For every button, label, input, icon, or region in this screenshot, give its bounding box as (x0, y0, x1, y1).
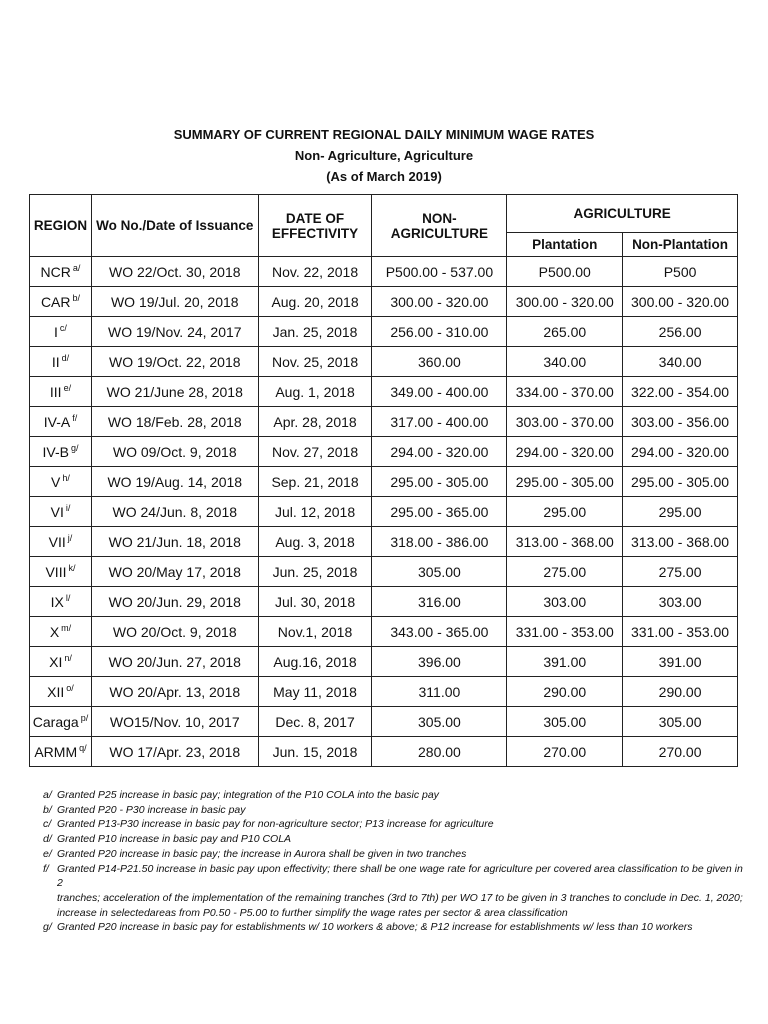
footnotes (43, 788, 743, 935)
non-agriculture-cell: 311.00 (372, 677, 507, 707)
footnote-mark: p/ (80, 712, 89, 723)
non-agriculture-cell: 396.00 (372, 647, 507, 677)
date-cell: Apr. 28, 2018 (258, 407, 372, 437)
non-plantation-cell: 303.00 - 356.00 (623, 407, 738, 437)
region-name: I (54, 323, 58, 340)
table-row (30, 377, 738, 407)
footnote (43, 862, 743, 921)
non-plantation-cell: 295.00 - 305.00 (623, 467, 738, 497)
footnote-mark: e/ (63, 382, 72, 393)
date-cell: May 11, 2018 (258, 677, 372, 707)
region-name: IV-B (42, 443, 69, 460)
plantation-cell: 265.00 (507, 317, 623, 347)
table-row (30, 317, 738, 347)
region-name: V (51, 473, 61, 490)
plantation-cell: 294.00 - 320.00 (507, 437, 623, 467)
footnote-text: Granted P20 increase in basic pay for establishments w/ 10 workers & above; & P12 increase for establishments w/ less than 10 workers (57, 921, 693, 934)
region-name: VII (48, 533, 66, 550)
header-nonag-line-2: AGRICULTURE (390, 225, 489, 241)
footnote-label: f/ (43, 862, 49, 875)
date-cell: Aug. 3, 2018 (258, 527, 372, 557)
document-title (0, 124, 768, 187)
footnote (43, 803, 743, 818)
plantation-cell: 270.00 (507, 737, 623, 767)
region-name: VIII (45, 563, 67, 580)
table-row (30, 647, 738, 677)
table-row (30, 497, 738, 527)
non-agriculture-cell: 256.00 - 310.00 (372, 317, 507, 347)
title-line-2: Non- Agriculture, Agriculture (294, 148, 474, 163)
non-agriculture-cell: 305.00 (372, 707, 507, 737)
region-name: CAR (40, 293, 71, 310)
footnote-text: increase in selectedareas from P0.50 - P5.00 to further simplify the wage rates per sector & area classification (57, 906, 568, 919)
table-row (30, 527, 738, 557)
footnote-mark: o/ (66, 682, 74, 693)
wo-cell: WO 17/Apr. 23, 2018 (91, 737, 258, 767)
footnote-mark: n/ (64, 652, 72, 663)
region-cell (30, 737, 92, 767)
non-plantation-cell: 313.00 - 368.00 (623, 527, 738, 557)
region-name: XI (49, 653, 63, 670)
date-cell: Jul. 30, 2018 (258, 587, 372, 617)
region-cell (30, 407, 92, 437)
non-agriculture-cell: 300.00 - 320.00 (372, 287, 507, 317)
table-row (30, 557, 738, 587)
date-cell: Aug. 1, 2018 (258, 377, 372, 407)
region-name: IV-A (43, 413, 71, 430)
footnote (43, 832, 743, 847)
region-cell (30, 287, 92, 317)
header-date-line-1: DATE OF (285, 210, 345, 226)
date-cell: Jul. 12, 2018 (258, 497, 372, 527)
footnote-mark: j/ (67, 532, 73, 543)
non-plantation-cell: 270.00 (623, 737, 738, 767)
region-name: XII (47, 683, 65, 700)
date-cell: Nov. 22, 2018 (258, 257, 372, 287)
footnote-text: Granted P20 - P30 increase in basic pay (57, 803, 246, 816)
region-name: ARMM (34, 743, 78, 760)
header-region: REGION (30, 195, 92, 257)
footnote (43, 817, 743, 832)
footnote-mark: g/ (70, 442, 79, 453)
footnote (43, 788, 743, 803)
region-cell (30, 257, 92, 287)
non-plantation-cell: 340.00 (623, 347, 738, 377)
region-cell (30, 527, 92, 557)
wo-cell: WO 20/Apr. 13, 2018 (91, 677, 258, 707)
wo-cell: WO 20/Jun. 27, 2018 (91, 647, 258, 677)
plantation-cell: 295.00 (507, 497, 623, 527)
non-plantation-cell: 322.00 - 354.00 (623, 377, 738, 407)
header-agriculture: AGRICULTURE (507, 195, 738, 233)
date-cell: Aug.16, 2018 (258, 647, 372, 677)
footnote-mark: m/ (61, 622, 72, 633)
header-wo-number: Wo No./Date of Issuance (91, 195, 258, 257)
non-plantation-cell: P500 (623, 257, 738, 287)
non-plantation-cell: 300.00 - 320.00 (623, 287, 738, 317)
non-plantation-cell: 305.00 (623, 707, 738, 737)
region-cell (30, 587, 92, 617)
wo-cell: WO 24/Jun. 8, 2018 (91, 497, 258, 527)
date-cell: Nov.1, 2018 (258, 617, 372, 647)
region-cell (30, 347, 92, 377)
plantation-cell: 305.00 (507, 707, 623, 737)
title-line-1: SUMMARY OF CURRENT REGIONAL DAILY MINIMUM WAGE RATES (173, 127, 595, 142)
footnote-mark: h/ (62, 472, 70, 483)
non-agriculture-cell: 318.00 - 386.00 (372, 527, 507, 557)
footnote-text: Granted P10 increase in basic pay and P10 COLA (57, 833, 292, 846)
non-agriculture-cell: 349.00 - 400.00 (372, 377, 507, 407)
footnote-mark: i/ (65, 502, 71, 513)
plantation-cell: 303.00 (507, 587, 623, 617)
table-row (30, 617, 738, 647)
table-row (30, 707, 738, 737)
wo-cell: WO 19/Aug. 14, 2018 (91, 467, 258, 497)
non-plantation-cell: 275.00 (623, 557, 738, 587)
date-cell: Sep. 21, 2018 (258, 467, 372, 497)
footnote-mark: b/ (72, 292, 81, 303)
footnote-label: g/ (43, 921, 52, 934)
wo-cell: WO 09/Oct. 9, 2018 (91, 437, 258, 467)
table-row (30, 257, 738, 287)
region-name: III (49, 383, 62, 400)
footnote-text: Granted P14-P21.50 increase in basic pay upon effectivity; there shall be one wage rate for agriculture per covered area classification to be given in 2 (57, 862, 743, 890)
date-cell: Dec. 8, 2017 (258, 707, 372, 737)
region-name: NCR (40, 263, 71, 280)
footnote (43, 920, 743, 935)
plantation-cell: 295.00 - 305.00 (507, 467, 623, 497)
non-plantation-cell: 331.00 - 353.00 (623, 617, 738, 647)
non-plantation-cell: 391.00 (623, 647, 738, 677)
wo-cell: WO 20/May 17, 2018 (91, 557, 258, 587)
region-cell (30, 677, 92, 707)
date-cell: Nov. 25, 2018 (258, 347, 372, 377)
non-agriculture-cell: 305.00 (372, 557, 507, 587)
wage-table (29, 194, 738, 767)
region-name: IX (50, 593, 64, 610)
wo-cell: WO 22/Oct. 30, 2018 (91, 257, 258, 287)
footnote-mark: a/ (72, 262, 81, 273)
footnote (43, 847, 743, 862)
plantation-cell: 391.00 (507, 647, 623, 677)
non-agriculture-cell: 360.00 (372, 347, 507, 377)
plantation-cell: 334.00 - 370.00 (507, 377, 623, 407)
region-cell (30, 617, 92, 647)
footnote-mark: f/ (72, 412, 78, 423)
table-row (30, 287, 738, 317)
footnote-label: b/ (43, 803, 52, 816)
date-cell: Nov. 27, 2018 (258, 437, 372, 467)
non-agriculture-cell: 280.00 (372, 737, 507, 767)
non-agriculture-cell: 317.00 - 400.00 (372, 407, 507, 437)
wo-cell: WO 19/Nov. 24, 2017 (91, 317, 258, 347)
region-cell (30, 377, 92, 407)
region-cell (30, 647, 92, 677)
region-cell (30, 437, 92, 467)
header-non-plantation: Non-Plantation (623, 233, 738, 257)
plantation-cell: 340.00 (507, 347, 623, 377)
footnote-text: Granted P13-P30 increase in basic pay for non-agriculture sector; P13 increase for agriculture (57, 818, 494, 831)
non-plantation-cell: 256.00 (623, 317, 738, 347)
table-row (30, 347, 738, 377)
table-row (30, 737, 738, 767)
wo-cell: WO 20/Oct. 9, 2018 (91, 617, 258, 647)
footnote-mark: c/ (59, 322, 67, 333)
header-date-effectivity (258, 195, 372, 257)
region-name: Caraga (32, 713, 79, 730)
wo-cell: WO 21/June 28, 2018 (91, 377, 258, 407)
header-non-agriculture (372, 195, 507, 257)
non-agriculture-cell: P500.00 - 537.00 (372, 257, 507, 287)
footnote-text: tranches; acceleration of the implementation of the remaining tranches (3rd to 7th) per WO 17 to be given in 3 tranches to conclude in Dec. 1, 2020; (57, 891, 743, 904)
header-date-line-2: EFFECTIVITY (271, 225, 359, 241)
wo-cell: WO 19/Jul. 20, 2018 (91, 287, 258, 317)
footnote-label: c/ (43, 818, 52, 831)
footnote-mark: q/ (79, 742, 87, 753)
footnote-text: Granted P25 increase in basic pay; integration of the P10 COLA into the basic pay (57, 789, 439, 801)
wo-cell: WO 21/Jun. 18, 2018 (91, 527, 258, 557)
region-name: VI (50, 503, 64, 520)
header-nonag-line-1: NON- (422, 210, 457, 226)
footnote-text: Granted P20 increase in basic pay; the increase in Aurora shall be given in two tranches (57, 847, 467, 860)
region-name: II (51, 353, 60, 370)
non-plantation-cell: 303.00 (623, 587, 738, 617)
non-plantation-cell: 295.00 (623, 497, 738, 527)
non-plantation-cell: 294.00 - 320.00 (623, 437, 738, 467)
wo-cell: WO 19/Oct. 22, 2018 (91, 347, 258, 377)
table-row (30, 437, 738, 467)
table-row (30, 407, 738, 437)
region-cell (30, 317, 92, 347)
non-agriculture-cell: 295.00 - 305.00 (372, 467, 507, 497)
footnote-mark: k/ (68, 562, 76, 573)
plantation-cell: 331.00 - 353.00 (507, 617, 623, 647)
plantation-cell: 290.00 (507, 677, 623, 707)
table-row (30, 677, 738, 707)
wage-table-body (30, 257, 738, 767)
date-cell: Jan. 25, 2018 (258, 317, 372, 347)
region-cell (30, 497, 92, 527)
footnote-mark: l/ (65, 592, 71, 603)
plantation-cell: 300.00 - 320.00 (507, 287, 623, 317)
region-name: X (49, 623, 60, 640)
footnote-mark: d/ (61, 352, 70, 363)
plantation-cell: 303.00 - 370.00 (507, 407, 623, 437)
wo-cell: WO15/Nov. 10, 2017 (91, 707, 258, 737)
plantation-cell: P500.00 (507, 257, 623, 287)
footnote-label: e/ (43, 847, 52, 860)
region-cell (30, 707, 92, 737)
region-cell (30, 557, 92, 587)
table-row (30, 587, 738, 617)
plantation-cell: 313.00 - 368.00 (507, 527, 623, 557)
footnote-label: d/ (43, 833, 52, 846)
region-cell (30, 467, 92, 497)
header-plantation: Plantation (507, 233, 623, 257)
date-cell: Jun. 25, 2018 (258, 557, 372, 587)
date-cell: Jun. 15, 2018 (258, 737, 372, 767)
date-cell: Aug. 20, 2018 (258, 287, 372, 317)
title-line-3: (As of March 2019) (326, 169, 442, 184)
plantation-cell: 275.00 (507, 557, 623, 587)
non-plantation-cell: 290.00 (623, 677, 738, 707)
wo-cell: WO 18/Feb. 28, 2018 (91, 407, 258, 437)
non-agriculture-cell: 295.00 - 365.00 (372, 497, 507, 527)
non-agriculture-cell: 316.00 (372, 587, 507, 617)
footnote-label: a/ (43, 789, 52, 801)
non-agriculture-cell: 294.00 - 320.00 (372, 437, 507, 467)
non-agriculture-cell: 343.00 - 365.00 (372, 617, 507, 647)
wo-cell: WO 20/Jun. 29, 2018 (91, 587, 258, 617)
table-row (30, 467, 738, 497)
